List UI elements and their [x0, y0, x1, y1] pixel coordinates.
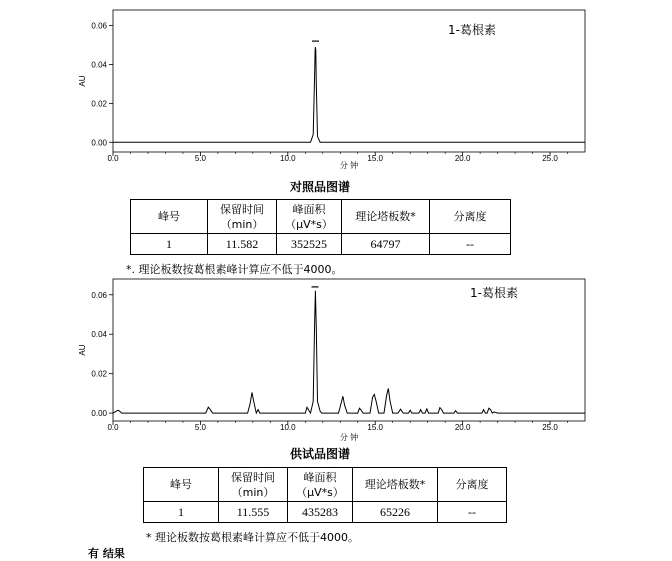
- header-retention-time-unit: （min）: [231, 485, 275, 499]
- header-resolution: 分离度: [430, 200, 511, 234]
- cell-retention-time: 11.582: [208, 234, 277, 255]
- y-axis-label: AU: [78, 75, 87, 87]
- y-tick-label: 0.06: [91, 21, 107, 31]
- series-line: [113, 291, 585, 413]
- peak-annotation: 1-葛根素: [448, 23, 496, 37]
- header-peak-area-unit: （μV*s）: [296, 485, 344, 499]
- x-axis-label: 分 钟: [339, 161, 359, 170]
- header-retention-time: [219, 468, 288, 502]
- header-peak-area-label: 峰面积: [303, 470, 337, 484]
- x-tick-label: 0.0: [107, 423, 119, 432]
- x-tick-label: 20.0: [454, 154, 471, 163]
- header-retention-time-unit: （min）: [220, 217, 264, 231]
- y-tick-label: 0.06: [91, 290, 107, 300]
- cell-peak-area: 352525: [277, 234, 342, 255]
- header-theoretical-plates: 理论塔板数*: [342, 200, 430, 234]
- peak-annotation: 1-葛根素: [470, 286, 518, 300]
- table-header-row: [131, 200, 511, 234]
- table-header-row: [144, 468, 507, 502]
- chart-1: [78, 10, 585, 170]
- sample-result-table: [143, 467, 507, 523]
- header-peak-area: [277, 200, 342, 234]
- header-peak-no: 峰号: [131, 200, 208, 234]
- cell-peak-area: 435283: [288, 502, 353, 523]
- y-axis-label: AU: [78, 344, 87, 356]
- x-tick-label: 25.0: [542, 154, 558, 163]
- table-row: [131, 234, 511, 255]
- y-tick-label: 0.04: [91, 60, 107, 70]
- table-row: [144, 502, 507, 523]
- y-tick-label: 0.00: [91, 138, 107, 148]
- x-tick-label: 15.0: [367, 154, 384, 163]
- header-peak-no: 峰号: [144, 468, 219, 502]
- x-tick-label: 0.0: [107, 154, 119, 163]
- cell-peak-no: 1: [144, 502, 219, 523]
- header-peak-area-unit: （μV*s）: [285, 217, 333, 231]
- cell-theoretical-plates: 65226: [353, 502, 438, 523]
- cut-off-footer-text: 有 结果: [88, 547, 125, 560]
- cell-retention-time: 11.555: [219, 502, 288, 523]
- y-tick-label: 0.04: [91, 330, 107, 340]
- plot-frame: [113, 10, 585, 152]
- chart-2: [78, 279, 585, 442]
- cell-resolution: --: [438, 502, 507, 523]
- header-retention-time-label: 保留时间: [220, 202, 264, 216]
- x-tick-label: 20.0: [454, 423, 471, 432]
- header-peak-area: [288, 468, 353, 502]
- sample-chart-title: 供试品图谱: [290, 447, 351, 461]
- x-tick-label: 5.0: [194, 154, 206, 163]
- header-peak-area-label: 峰面积: [292, 202, 326, 216]
- reference-table-note: *. 理论板数按葛根素峰计算应不低于4000。: [126, 263, 343, 276]
- x-axis-label: 分 钟: [339, 433, 359, 442]
- y-tick-label: 0.00: [91, 409, 107, 419]
- x-tick-label: 25.0: [542, 423, 558, 432]
- cell-peak-no: 1: [131, 234, 208, 255]
- x-tick-label: 15.0: [367, 423, 384, 432]
- header-retention-time-label: 保留时间: [231, 470, 275, 484]
- sample-table-note: * 理论板数按葛根素峰计算应不低于4000。: [146, 531, 359, 544]
- y-tick-label: 0.02: [91, 369, 107, 379]
- x-tick-label: 5.0: [194, 423, 206, 432]
- header-resolution: 分离度: [438, 468, 507, 502]
- x-tick-label: 10.0: [280, 423, 296, 432]
- plot-frame: [113, 279, 585, 421]
- cell-theoretical-plates: 64797: [342, 234, 430, 255]
- series-line: [113, 47, 585, 142]
- y-tick-label: 0.02: [91, 99, 107, 109]
- reference-chart-title: 对照品图谱: [290, 180, 351, 194]
- header-retention-time: [208, 200, 277, 234]
- reference-result-table: [130, 199, 511, 255]
- x-tick-label: 10.0: [280, 154, 296, 163]
- cell-resolution: --: [430, 234, 511, 255]
- header-theoretical-plates: 理论塔板数*: [353, 468, 438, 502]
